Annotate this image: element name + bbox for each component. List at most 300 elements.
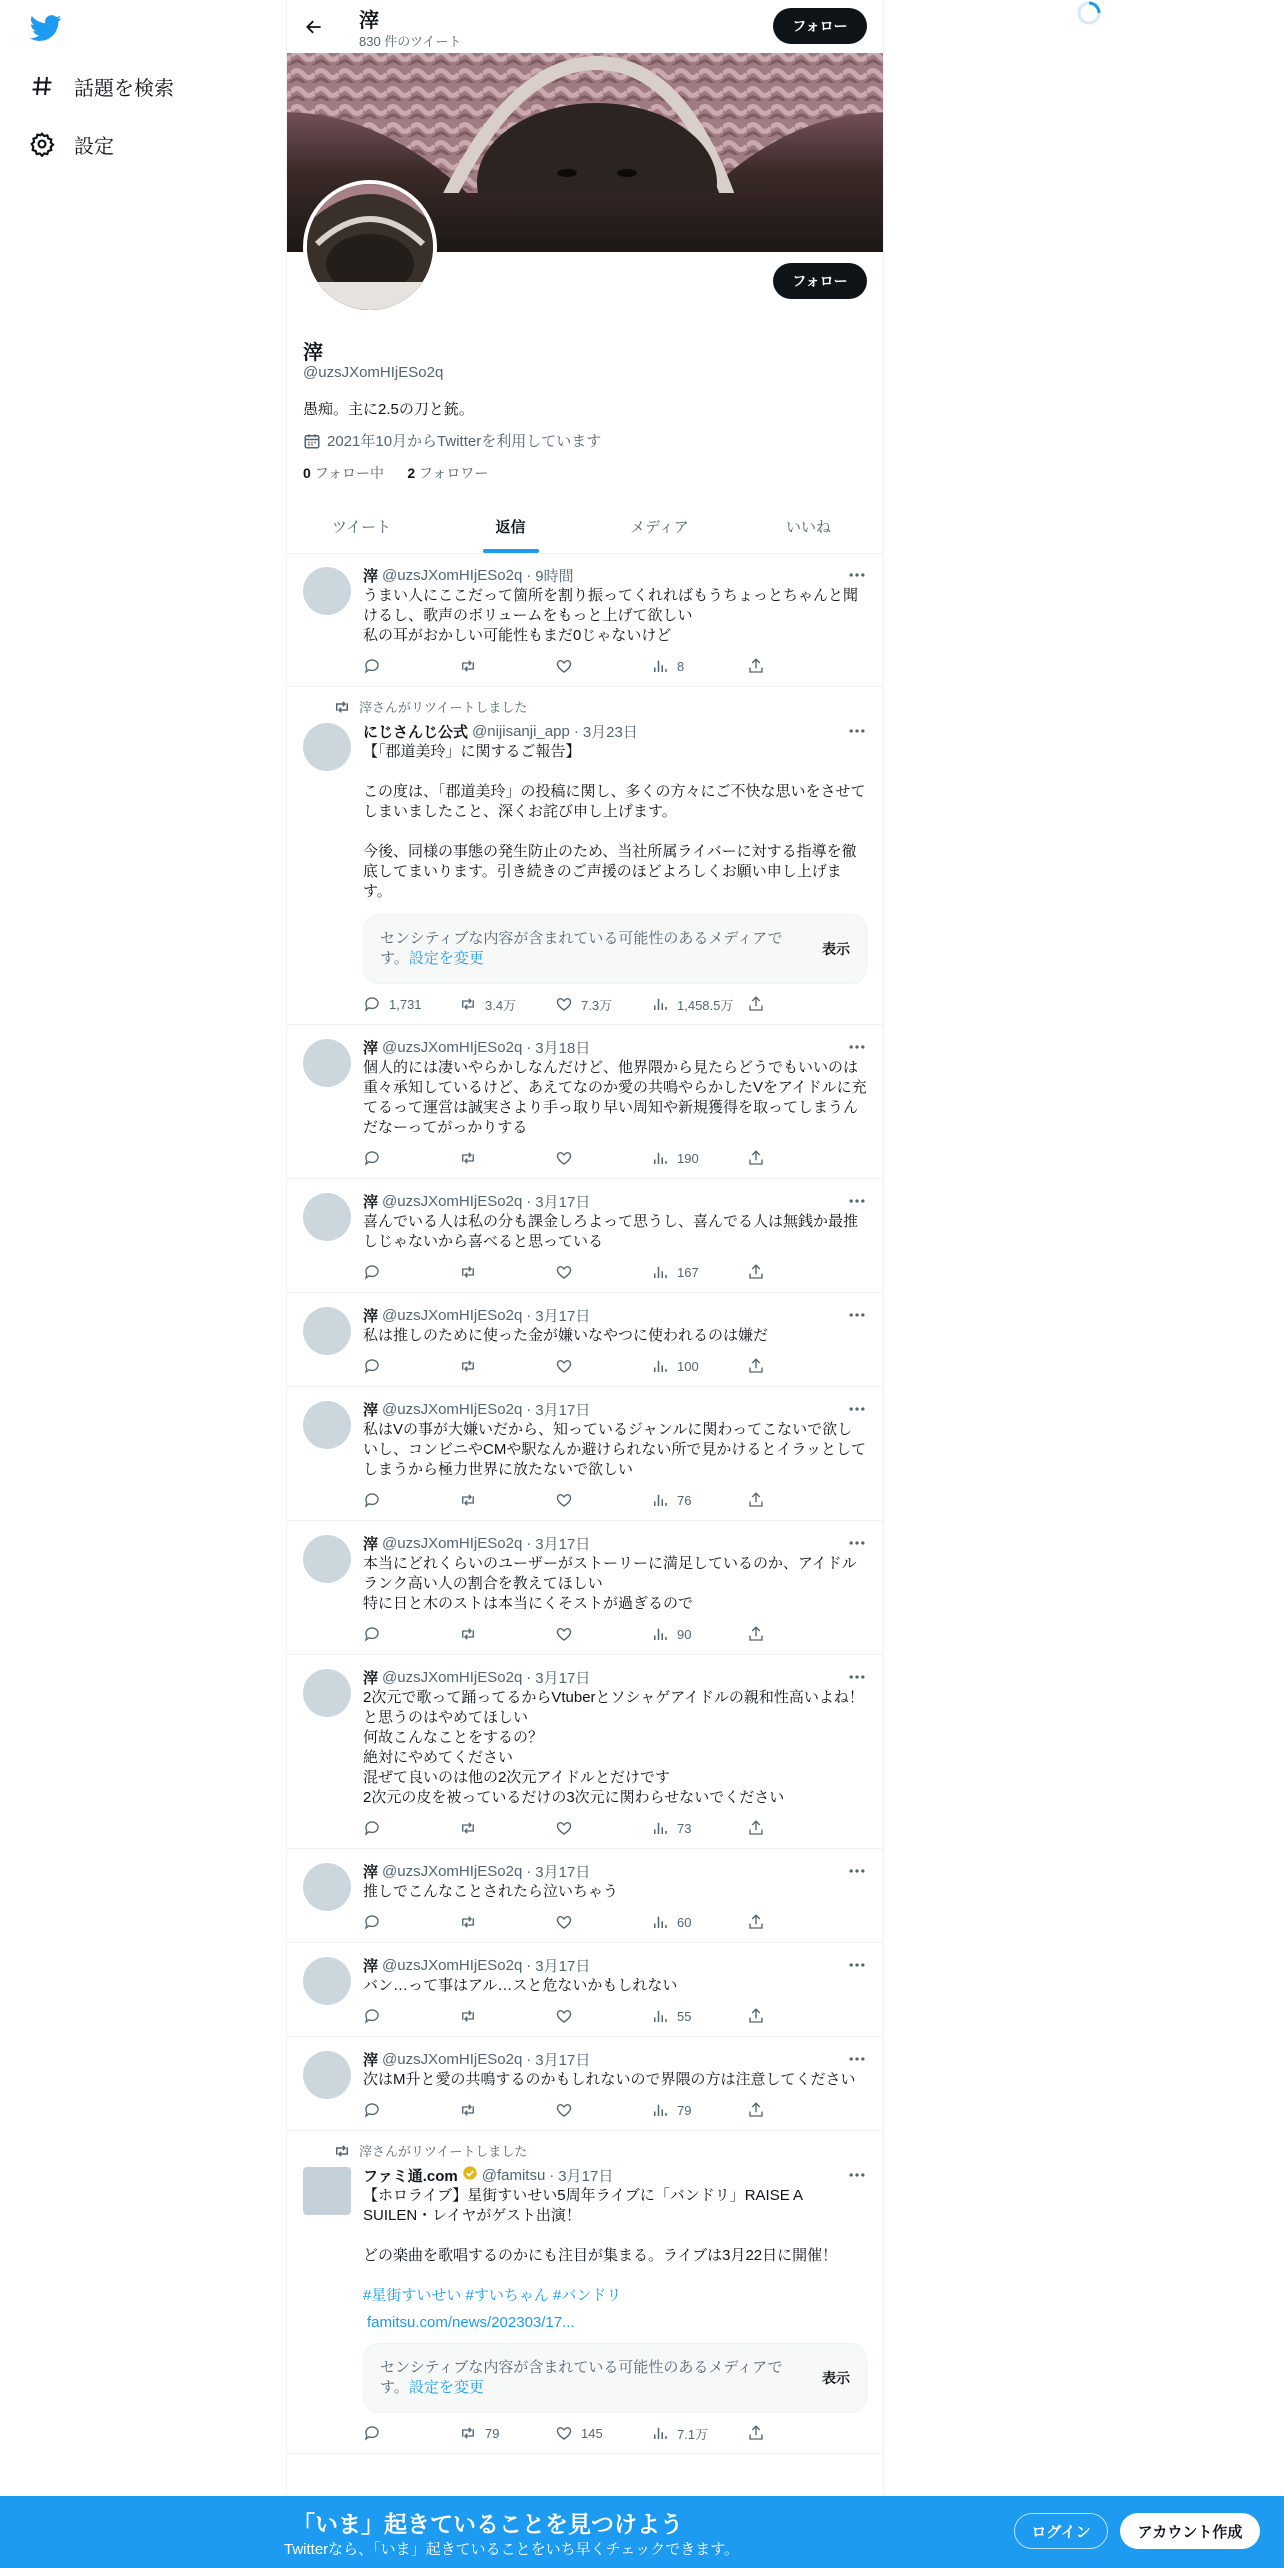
- tweet-author-handle[interactable]: @famitsu: [481, 2166, 546, 2184]
- more-options-icon[interactable]: [847, 1667, 867, 1687]
- retweet-icon: [459, 657, 477, 675]
- tweet-text: うまい人にここだって箇所を割り振ってくれればもうちょっとちゃんと聞けるし、歌声のボリュームをもっと上げて欲しい 私の耳がおかしい可能性もまだ0じゃないけど: [363, 587, 859, 644]
- signup-banner: [0, 2496, 1284, 2568]
- views-button[interactable]: [651, 1149, 747, 1167]
- profile-stats: [303, 463, 488, 483]
- share-icon: [747, 1357, 765, 1375]
- tweet[interactable]: [287, 1293, 883, 1387]
- heart-icon: [555, 2424, 573, 2442]
- banner-image: [287, 53, 883, 193]
- reply-icon: [363, 1263, 381, 1281]
- tweet-author-name[interactable]: 滓: [363, 1039, 379, 1057]
- loading-spinner-icon: [1076, 0, 1102, 26]
- reply-button[interactable]: [363, 1819, 459, 1837]
- reply-icon: [363, 2101, 381, 2119]
- tweet-author-name[interactable]: 滓: [363, 1401, 379, 1419]
- tweet-header: [363, 565, 867, 585]
- share-icon: [747, 2007, 765, 2025]
- tweet-time[interactable]: 3月17日: [535, 1401, 591, 1419]
- sensitive-text: センシティブな内容が含まれている可能性のあるメディアです。: [380, 2359, 783, 2396]
- share-icon: [747, 1263, 765, 1281]
- tweet-separator: ·: [573, 722, 579, 740]
- share-icon: [747, 1819, 765, 1837]
- more-options-icon[interactable]: [847, 1037, 867, 1057]
- tab-tweets[interactable]: ツイート: [331, 519, 392, 536]
- tweet[interactable]: [287, 1521, 883, 1655]
- tweet-avatar[interactable]: [303, 1669, 351, 1717]
- retweet-button[interactable]: [459, 657, 555, 675]
- tweet-author-name[interactable]: 滓: [363, 1669, 379, 1687]
- profile-name: 滓: [303, 342, 323, 364]
- more-options-icon[interactable]: [847, 1533, 867, 1553]
- signup-banner-title: 「いま」起きていることを見つけよう: [292, 2511, 683, 2537]
- heart-icon: [555, 1149, 573, 1167]
- reply-icon: [363, 1357, 381, 1375]
- tweet-time[interactable]: 3月23日: [582, 723, 638, 741]
- more-options-icon[interactable]: [847, 1861, 867, 1881]
- share-button[interactable]: [747, 1357, 773, 1375]
- tweet-avatar[interactable]: [303, 2167, 351, 2215]
- views-icon: [651, 1491, 669, 1509]
- retweet-icon: [459, 1913, 477, 1931]
- profile-join-date: [303, 430, 601, 451]
- share-button[interactable]: [747, 2424, 773, 2442]
- tweet-time[interactable]: 3月17日: [558, 2167, 614, 2185]
- reply-button[interactable]: [363, 1149, 459, 1167]
- share-icon: [747, 657, 765, 675]
- tweet-author-handle[interactable]: @uzsJXomHIjESo2q: [382, 1400, 523, 1418]
- share-button[interactable]: [747, 1625, 773, 1643]
- reply-icon: [363, 2007, 381, 2025]
- tweet-avatar[interactable]: [303, 2051, 351, 2099]
- heart-icon: [555, 1357, 573, 1375]
- share-icon: [747, 2101, 765, 2119]
- tweet-text: 私はVの事が大嫌いだから、知っているジャンルに関わってこないで欲しいし、コンビニやCMや駅なんか避けられない所で見かけるとイラッとしてしまうから極力世界に放たないで欲しい: [363, 1421, 867, 1478]
- tweet-text: 喜んでいる人は私の分も課金しろよって思うし、喜んでる人は無銭か最推しじゃないから喜べると思っている: [363, 1213, 859, 1250]
- change-settings-link[interactable]: 設定を変更: [408, 2379, 484, 2396]
- tweet-author-handle[interactable]: @uzsJXomHIjESo2q: [382, 1956, 523, 1974]
- tweet-hashtags[interactable]: #星街すいせい #すいちゃん #バンドリ: [363, 2287, 622, 2304]
- tweet-header: [363, 1305, 867, 1325]
- tweet-link[interactable]: famitsu.com/news/202303/17...: [367, 2314, 575, 2331]
- retweet-icon: [459, 1263, 477, 1281]
- tweet-separator: ·: [526, 1038, 532, 1056]
- views-button[interactable]: [651, 1913, 747, 1931]
- retweet-icon: [459, 1357, 477, 1375]
- profile-bio: 愚痴。主に2.5の刀と銃。: [303, 401, 474, 418]
- tweet-separator: ·: [526, 1668, 532, 1686]
- share-icon: [747, 1149, 765, 1167]
- tweet-author-name[interactable]: 滓: [363, 1193, 379, 1211]
- like-button[interactable]: [555, 657, 651, 675]
- view-count: 190: [677, 1150, 699, 1166]
- profile-tabs: [287, 500, 883, 554]
- reply-count: 1,731: [389, 996, 422, 1012]
- tweet-time[interactable]: 3月17日: [535, 1193, 591, 1211]
- reply-button[interactable]: [363, 1491, 459, 1509]
- tweet-header: [363, 2049, 867, 2069]
- tweet[interactable]: [287, 1179, 883, 1293]
- more-options-icon[interactable]: [847, 2165, 867, 2185]
- share-icon: [747, 995, 765, 1013]
- tweet-author-handle[interactable]: @uzsJXomHIjESo2q: [382, 1534, 523, 1552]
- view-count: 90: [677, 1626, 692, 1642]
- heart-icon: [555, 1263, 573, 1281]
- reply-button[interactable]: [363, 2424, 459, 2442]
- more-options-icon[interactable]: [847, 1191, 867, 1211]
- tweet-header: [363, 721, 867, 741]
- views-button[interactable]: [651, 2007, 747, 2025]
- like-button[interactable]: [555, 2007, 651, 2025]
- tweet-time[interactable]: 3月17日: [535, 1863, 591, 1881]
- tweet-author-name[interactable]: 滓: [363, 1307, 379, 1325]
- show-media-button[interactable]: 表示: [822, 941, 850, 957]
- share-button[interactable]: [747, 657, 773, 675]
- reply-icon: [363, 657, 381, 675]
- tweet-header: [363, 1533, 867, 1553]
- heart-icon: [555, 2101, 573, 2119]
- tab-media[interactable]: メディア: [630, 519, 689, 536]
- tab-replies[interactable]: 返信: [436, 500, 585, 553]
- retweet-button[interactable]: [459, 2101, 555, 2119]
- views-icon: [651, 2007, 669, 2025]
- view-count: 76: [677, 1492, 692, 1508]
- profile-join-text: 2021年10月からTwitterを利用しています: [327, 433, 602, 450]
- share-button[interactable]: [747, 2007, 773, 2025]
- reply-icon: [363, 1819, 381, 1837]
- views-button[interactable]: [651, 1819, 747, 1837]
- tweet-separator: ·: [526, 1956, 532, 1974]
- tweet-author-name[interactable]: ファミ通.com: [363, 2167, 458, 2185]
- header-name: 滓: [359, 10, 379, 32]
- like-button[interactable]: [555, 1819, 651, 1837]
- tweet-separator: ·: [526, 1306, 532, 1324]
- more-options-icon[interactable]: [847, 1955, 867, 1975]
- tweet-header: [363, 1861, 867, 1881]
- tweet-avatar[interactable]: [303, 567, 351, 615]
- tweet-author-handle[interactable]: @uzsJXomHIjESo2q: [382, 2050, 523, 2068]
- like-button[interactable]: [555, 2101, 651, 2119]
- tweet-header: [363, 1191, 867, 1211]
- profile-header-bar: [287, 0, 883, 53]
- signup-banner-subtitle: Twitterなら、「いま」起きていることをいち早くチェックできます。: [284, 2541, 740, 2558]
- tweet-avatar[interactable]: [303, 723, 351, 771]
- tweet-separator: ·: [526, 2050, 532, 2068]
- share-button[interactable]: [747, 1491, 773, 1509]
- views-button[interactable]: [651, 1263, 747, 1281]
- retweet-button[interactable]: [459, 1263, 555, 1281]
- sensitive-text: センシティブな内容が含まれている可能性のあるメディアです。: [380, 930, 783, 967]
- tweet-time[interactable]: 9時間: [535, 567, 574, 585]
- view-count: 79: [677, 2102, 692, 2118]
- tweet-author-handle[interactable]: @uzsJXomHIjESo2q: [382, 1668, 523, 1686]
- reply-icon: [363, 2424, 381, 2442]
- views-icon: [651, 995, 669, 1013]
- tweet-time[interactable]: 3月17日: [535, 1535, 591, 1553]
- tweet-author-name[interactable]: にじさんじ公式: [363, 723, 469, 741]
- share-button[interactable]: [747, 1913, 773, 1931]
- tweet-avatar[interactable]: [303, 1401, 351, 1449]
- profile-avatar[interactable]: [303, 180, 437, 314]
- tweet-author-handle[interactable]: @uzsJXomHIjESo2q: [382, 1038, 523, 1056]
- login-button[interactable]: ログイン: [1014, 2513, 1108, 2549]
- tweet-author-handle[interactable]: @uzsJXomHIjESo2q: [382, 1862, 523, 1880]
- tweet-avatar[interactable]: [303, 1957, 351, 2005]
- tweet-avatar[interactable]: [303, 1535, 351, 1583]
- tweet-text: 2次元で歌って踊ってるからVtuberとソシャゲアイドルの親和性高いよね！と思うのはやめてほしい 何故こんなことをするの？ 絶対にやめてください 混ぜて良いのは他の2次元アイドルとだけです 2次元の皮を被っているだけの3次元に関わらせないでください: [363, 1689, 864, 1806]
- view-count: 60: [677, 1914, 692, 1930]
- tweet-separator: ·: [526, 1534, 532, 1552]
- retweet-indicator: [333, 2141, 527, 2160]
- reply-icon: [363, 1491, 381, 1509]
- show-media-button[interactable]: 表示: [822, 2370, 850, 2386]
- nav-explore-label: 話題を検索: [74, 77, 174, 100]
- views-button[interactable]: [651, 1357, 747, 1375]
- tweet-time[interactable]: 3月18日: [535, 1039, 591, 1057]
- tab-likes[interactable]: いいね: [785, 519, 831, 536]
- retweet-button[interactable]: [459, 1625, 555, 1643]
- views-icon: [651, 1357, 669, 1375]
- like-button[interactable]: [555, 1491, 651, 1509]
- tweet-time[interactable]: 3月17日: [535, 1307, 591, 1325]
- followers-link[interactable]: 2 フォロワー: [407, 465, 489, 481]
- retweet-count: 79: [485, 2425, 500, 2441]
- tweet-author-name[interactable]: 滓: [363, 1863, 379, 1881]
- heart-icon: [555, 2007, 573, 2025]
- views-button[interactable]: [651, 2424, 747, 2443]
- retweet-icon: [459, 995, 477, 1013]
- reply-button[interactable]: [363, 995, 459, 1013]
- gold-verified-icon: [462, 2165, 478, 2185]
- tweet-avatar[interactable]: [303, 1307, 351, 1355]
- retweet-button[interactable]: [459, 2007, 555, 2025]
- nav-explore[interactable]: [28, 64, 174, 108]
- retweet-button[interactable]: [459, 995, 555, 1014]
- main-column: [286, 0, 884, 2568]
- view-count: 8: [677, 658, 685, 674]
- retweet-button[interactable]: [459, 1819, 555, 1837]
- tweet[interactable]: [287, 1655, 883, 1849]
- tweet-actions: [363, 1148, 867, 1168]
- retweet-icon: [459, 2007, 477, 2025]
- share-button[interactable]: [747, 1819, 773, 1837]
- like-button[interactable]: [555, 1149, 651, 1167]
- reply-button[interactable]: [363, 1357, 459, 1375]
- views-icon: [651, 657, 669, 675]
- heart-icon: [555, 1913, 573, 1931]
- profile-handle: @uzsJXomHIjESo2q: [303, 364, 444, 381]
- retweet-small-icon: [333, 2142, 351, 2160]
- tweet-avatar[interactable]: [303, 1193, 351, 1241]
- heart-icon: [555, 995, 573, 1013]
- back-arrow-icon[interactable]: [299, 12, 329, 42]
- view-count: 7.1万: [677, 2426, 709, 2442]
- views-icon: [651, 2101, 669, 2119]
- heart-icon: [555, 1819, 573, 1837]
- reply-icon: [363, 1625, 381, 1643]
- retweet-by-text: 滓さんがリツイートしました: [359, 2144, 528, 2159]
- retweet-by-text: 滓さんがリツイートしました: [359, 700, 528, 715]
- sensitive-media-notice: [363, 2343, 867, 2413]
- like-button[interactable]: [555, 1625, 651, 1643]
- header-follow-button[interactable]: フォロー: [773, 8, 867, 44]
- tweet[interactable]: [287, 1943, 883, 2037]
- view-count: 55: [677, 2008, 692, 2024]
- tweet-separator: ·: [526, 1862, 532, 1880]
- change-settings-link[interactable]: 設定を変更: [408, 950, 484, 967]
- more-options-icon[interactable]: [847, 565, 867, 585]
- reply-icon: [363, 1913, 381, 1931]
- profile-follow-button[interactable]: フォロー: [773, 263, 867, 299]
- reply-button[interactable]: [363, 1625, 459, 1643]
- tweet-separator: ·: [526, 1192, 532, 1210]
- tweet-actions: [363, 1262, 867, 1282]
- like-count: 145: [581, 2425, 603, 2441]
- tweet[interactable]: [287, 2131, 883, 2454]
- tweet[interactable]: [287, 1025, 883, 1179]
- signup-button[interactable]: アカウント作成: [1120, 2513, 1260, 2549]
- more-options-icon[interactable]: [847, 2049, 867, 2069]
- tweet[interactable]: [287, 1387, 883, 1521]
- retweet-icon: [459, 1149, 477, 1167]
- share-icon: [747, 1913, 765, 1931]
- tweet-actions: [363, 2100, 867, 2120]
- tweet-separator: ·: [549, 2166, 555, 2184]
- retweet-button[interactable]: [459, 1357, 555, 1375]
- tweet-header: [363, 1667, 867, 1687]
- share-button[interactable]: [747, 995, 773, 1013]
- nav-settings[interactable]: [28, 122, 114, 166]
- tweet-separator: ·: [526, 1400, 532, 1418]
- share-button[interactable]: [747, 1263, 773, 1281]
- tweet-actions: [363, 1490, 867, 1510]
- tweet-time[interactable]: 3月17日: [535, 1957, 591, 1975]
- twitter-bird-icon[interactable]: [28, 12, 64, 44]
- like-button[interactable]: [555, 2424, 651, 2442]
- tweet-header: [363, 2165, 867, 2185]
- tweet-author-name[interactable]: 滓: [363, 2051, 379, 2069]
- tweet-separator: ·: [526, 566, 532, 584]
- tweet-time[interactable]: 3月17日: [535, 1669, 591, 1687]
- retweet-button[interactable]: [459, 2424, 555, 2442]
- tweet-header: [363, 1399, 867, 1419]
- share-icon: [747, 1625, 765, 1643]
- views-button[interactable]: [651, 995, 747, 1014]
- tweet-actions: [363, 1356, 867, 1376]
- hashtag-icon: [28, 72, 56, 100]
- views-button[interactable]: [651, 1491, 747, 1509]
- tweet-author-name[interactable]: 滓: [363, 567, 379, 585]
- share-button[interactable]: [747, 1149, 773, 1167]
- like-button[interactable]: [555, 1263, 651, 1281]
- heart-icon: [555, 1625, 573, 1643]
- tweet-text: 次はM升と愛の共鳴するのかもしれないので界隈の方は注意してください: [363, 2071, 856, 2088]
- retweet-indicator: [333, 697, 527, 716]
- retweet-button[interactable]: [459, 1491, 555, 1509]
- more-options-icon[interactable]: [847, 1305, 867, 1325]
- tweet-text: 【「郡道美玲」に関するご報告】 この度は、「郡道美玲」の投稿に関し、多くの方々にご不快な思いをさせてしまいましたこと、深くお詫び申し上げます。 今後、同様の事態の発生防止のため、当社所属ライバーに対する指導を徹底してまいります。引き続きのご声援のほどよろしくお願い申し上げます。: [363, 743, 866, 900]
- reply-button[interactable]: [363, 1913, 459, 1931]
- retweet-icon: [459, 1491, 477, 1509]
- reply-button[interactable]: [363, 2101, 459, 2119]
- retweet-icon: [459, 2101, 477, 2119]
- tweet-author-handle[interactable]: @uzsJXomHIjESo2q: [382, 566, 523, 584]
- views-icon: [651, 1819, 669, 1837]
- view-count: 100: [677, 1358, 699, 1374]
- retweet-button[interactable]: [459, 1913, 555, 1931]
- tweet-author-name[interactable]: 滓: [363, 1957, 379, 1975]
- tweet-actions: [363, 1624, 867, 1644]
- reply-button[interactable]: [363, 2007, 459, 2025]
- views-icon: [651, 2424, 669, 2442]
- tweet-text: 私は推しのために使った金が嫌いなやつに使われるのは嫌だ: [363, 1327, 769, 1344]
- tweet[interactable]: [287, 553, 883, 687]
- tweet-author-handle[interactable]: @nijisanji_app: [472, 722, 570, 740]
- tweet-actions: [363, 1818, 867, 1838]
- share-button[interactable]: [747, 2101, 773, 2119]
- tweet[interactable]: [287, 687, 883, 1025]
- tweet-header: [363, 1037, 867, 1057]
- retweet-button[interactable]: [459, 1149, 555, 1167]
- tweet-feed: [287, 553, 883, 2454]
- nav-settings-label: 設定: [74, 135, 114, 158]
- tweet-text: 推しでこんなことされたら泣いちゃう: [363, 1883, 619, 1900]
- reply-button[interactable]: [363, 657, 459, 675]
- like-button[interactable]: [555, 995, 651, 1014]
- view-count: 167: [677, 1264, 699, 1280]
- view-count: 1,458.5万: [677, 997, 734, 1013]
- tweet-avatar[interactable]: [303, 1863, 351, 1911]
- following-link[interactable]: 0 フォロー中: [303, 465, 384, 481]
- tweet-actions: [363, 2006, 867, 2026]
- tweet-text: 【ホロライブ】星街すいせい5周年ライブに「バンドリ」RAISE A SUILEN・レイヤがゲスト出演！ どの楽曲を歌唱するのかにも注目が集まる。ライブは3月22日に開催！: [363, 2187, 838, 2264]
- more-options-icon[interactable]: [847, 1399, 867, 1419]
- tweet-header: [363, 1955, 867, 1975]
- reply-button[interactable]: [363, 1263, 459, 1281]
- reply-icon: [363, 1149, 381, 1167]
- views-icon: [651, 1913, 669, 1931]
- views-button[interactable]: [651, 1625, 747, 1643]
- share-icon: [747, 2424, 765, 2442]
- tweet-actions: [363, 656, 867, 676]
- tweet-text: 個人的には凄いやらかしなんだけど、他界隈から見たらどうでもいいのは重々承知しているけど、あえてなのか愛の共鳴やらかしたVをアイドルに充てるって運営は誠実さより手っ取り早い周知や新規獲得を取ってしまうんだなーってがっかりする: [363, 1059, 867, 1136]
- retweet-icon: [459, 2424, 477, 2442]
- tweet[interactable]: [287, 2037, 883, 2131]
- retweet-count: 3.4万: [485, 997, 517, 1013]
- heart-icon: [555, 1491, 573, 1509]
- views-button[interactable]: [651, 2101, 747, 2119]
- tweet-actions: [363, 994, 867, 1014]
- tweet-author-handle[interactable]: @uzsJXomHIjESo2q: [382, 1192, 523, 1210]
- retweet-small-icon: [333, 698, 351, 716]
- tweet-time[interactable]: 3月17日: [535, 2051, 591, 2069]
- tweet[interactable]: [287, 1849, 883, 1943]
- gear-icon: [28, 130, 56, 158]
- heart-icon: [555, 657, 573, 675]
- like-button[interactable]: [555, 1913, 651, 1931]
- reply-icon: [363, 995, 381, 1013]
- views-button[interactable]: [651, 657, 747, 675]
- calendar-icon: [303, 432, 321, 450]
- more-options-icon[interactable]: [847, 721, 867, 741]
- tweet-author-name[interactable]: 滓: [363, 1535, 379, 1553]
- retweet-icon: [459, 1625, 477, 1643]
- like-button[interactable]: [555, 1357, 651, 1375]
- tweet-avatar[interactable]: [303, 1039, 351, 1087]
- sensitive-media-notice: [363, 914, 867, 984]
- views-icon: [651, 1263, 669, 1281]
- tweet-author-handle[interactable]: @uzsJXomHIjESo2q: [382, 1306, 523, 1324]
